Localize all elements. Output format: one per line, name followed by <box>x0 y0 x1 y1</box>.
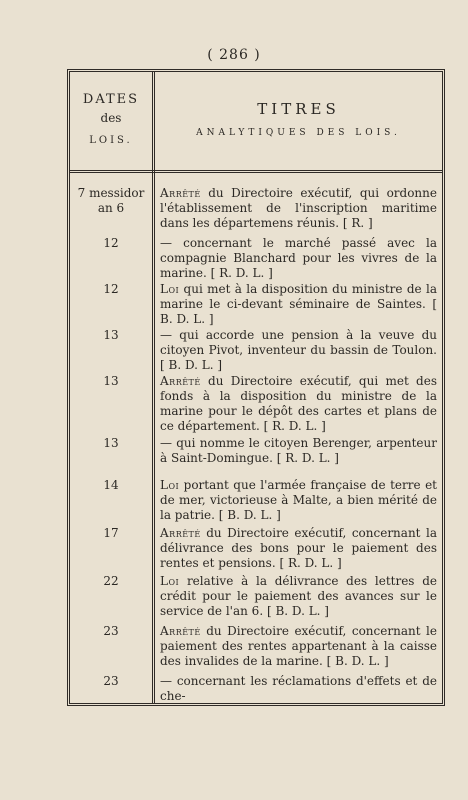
row-date: 12 <box>103 282 119 296</box>
titres-header-line1: TITRES <box>257 100 340 118</box>
row-title <box>160 574 437 619</box>
column-divider <box>152 72 155 703</box>
row-lead: Loi <box>160 478 180 492</box>
row-title <box>160 282 437 327</box>
row-text: du Directoire exécutif, qui ordonne l'établissement de l'inscription maritime dans les départemens réunis. [ R. ] <box>160 186 437 230</box>
titres-column-header <box>155 100 442 138</box>
laws-table <box>67 69 445 706</box>
row-text: — concernant les réclamations d'effets et de che- <box>160 674 437 703</box>
titres-header-line2: ANALYTIQUES DES LOIS. <box>196 128 401 138</box>
row-text: relative à la délivrance des lettres de crédit pour le paiement des avances sur le service de l'an 6. [ B. D. L. ] <box>160 574 437 618</box>
row-title <box>160 624 437 669</box>
row-lead: Loi <box>160 282 180 296</box>
row-title <box>160 436 437 466</box>
row-text: — concernant le marché passé avec la compagnie Blanchard pour les vivres de la marine. [ R. D. L. ] <box>160 236 437 280</box>
row-date: 17 <box>103 526 119 540</box>
row-lead: Arrêté <box>160 374 201 388</box>
row-lead: Loi <box>160 574 180 588</box>
page-number: ( 286 ) <box>207 47 261 63</box>
row-text: qui met à la disposition du ministre de la marine le ci-devant séminaire de Saintes. [ B. D. L. ] <box>160 282 437 326</box>
dates-column-header <box>70 92 152 146</box>
row-text: du Directoire exécutif, qui met des fonds à la disposition du ministre de la marine pour le dépôt des cartes et plans de ce département. [ R. D. L. ] <box>160 374 437 433</box>
row-text: du Directoire exécutif, concernant le paiement des rentes appartenant à la caisse des invalides de la marine. [ B. D. L. ] <box>160 624 437 668</box>
row-date: 13 <box>103 328 119 342</box>
row-title <box>160 478 437 523</box>
row-date: 7 messidor an 6 <box>77 186 145 215</box>
row-title <box>160 374 437 434</box>
row-date: 23 <box>103 674 119 688</box>
row-text: portant que l'armée française de terre et de mer, victorieuse à Malte, a bien mérité de la patrie. [ B. D. L. ] <box>160 478 437 522</box>
row-date: 13 <box>103 374 119 388</box>
dates-header-line2: des <box>100 111 122 125</box>
row-date: 14 <box>103 478 119 492</box>
row-date: 22 <box>103 574 119 588</box>
row-date: 13 <box>103 436 119 450</box>
row-date: 12 <box>103 236 119 250</box>
row-title <box>160 186 437 231</box>
dates-header-line3: LOIS. <box>89 135 133 146</box>
row-text: — qui nomme le citoyen Berenger, arpenteur à Saint-Domingue. [ R. D. L. ] <box>160 436 437 465</box>
row-lead: Arrêté <box>160 624 201 638</box>
row-title <box>160 526 437 571</box>
row-lead: Arrêté <box>160 186 201 200</box>
row-text: — qui accorde une pension à la veuve du citoyen Pivot, inventeur du bassin de Toulon. [ B. D. L. ] <box>160 328 437 372</box>
row-lead: Arrêté <box>160 526 201 540</box>
row-date: 23 <box>103 624 119 638</box>
row-title <box>160 674 437 704</box>
row-title <box>160 236 437 281</box>
dates-header-line1: DATES <box>82 92 140 107</box>
row-title <box>160 328 437 373</box>
header-rule <box>70 170 442 173</box>
row-text: du Directoire exécutif, concernant la délivrance des bons pour le paiement des rentes et pensions. [ R. D. L. ] <box>160 526 437 570</box>
